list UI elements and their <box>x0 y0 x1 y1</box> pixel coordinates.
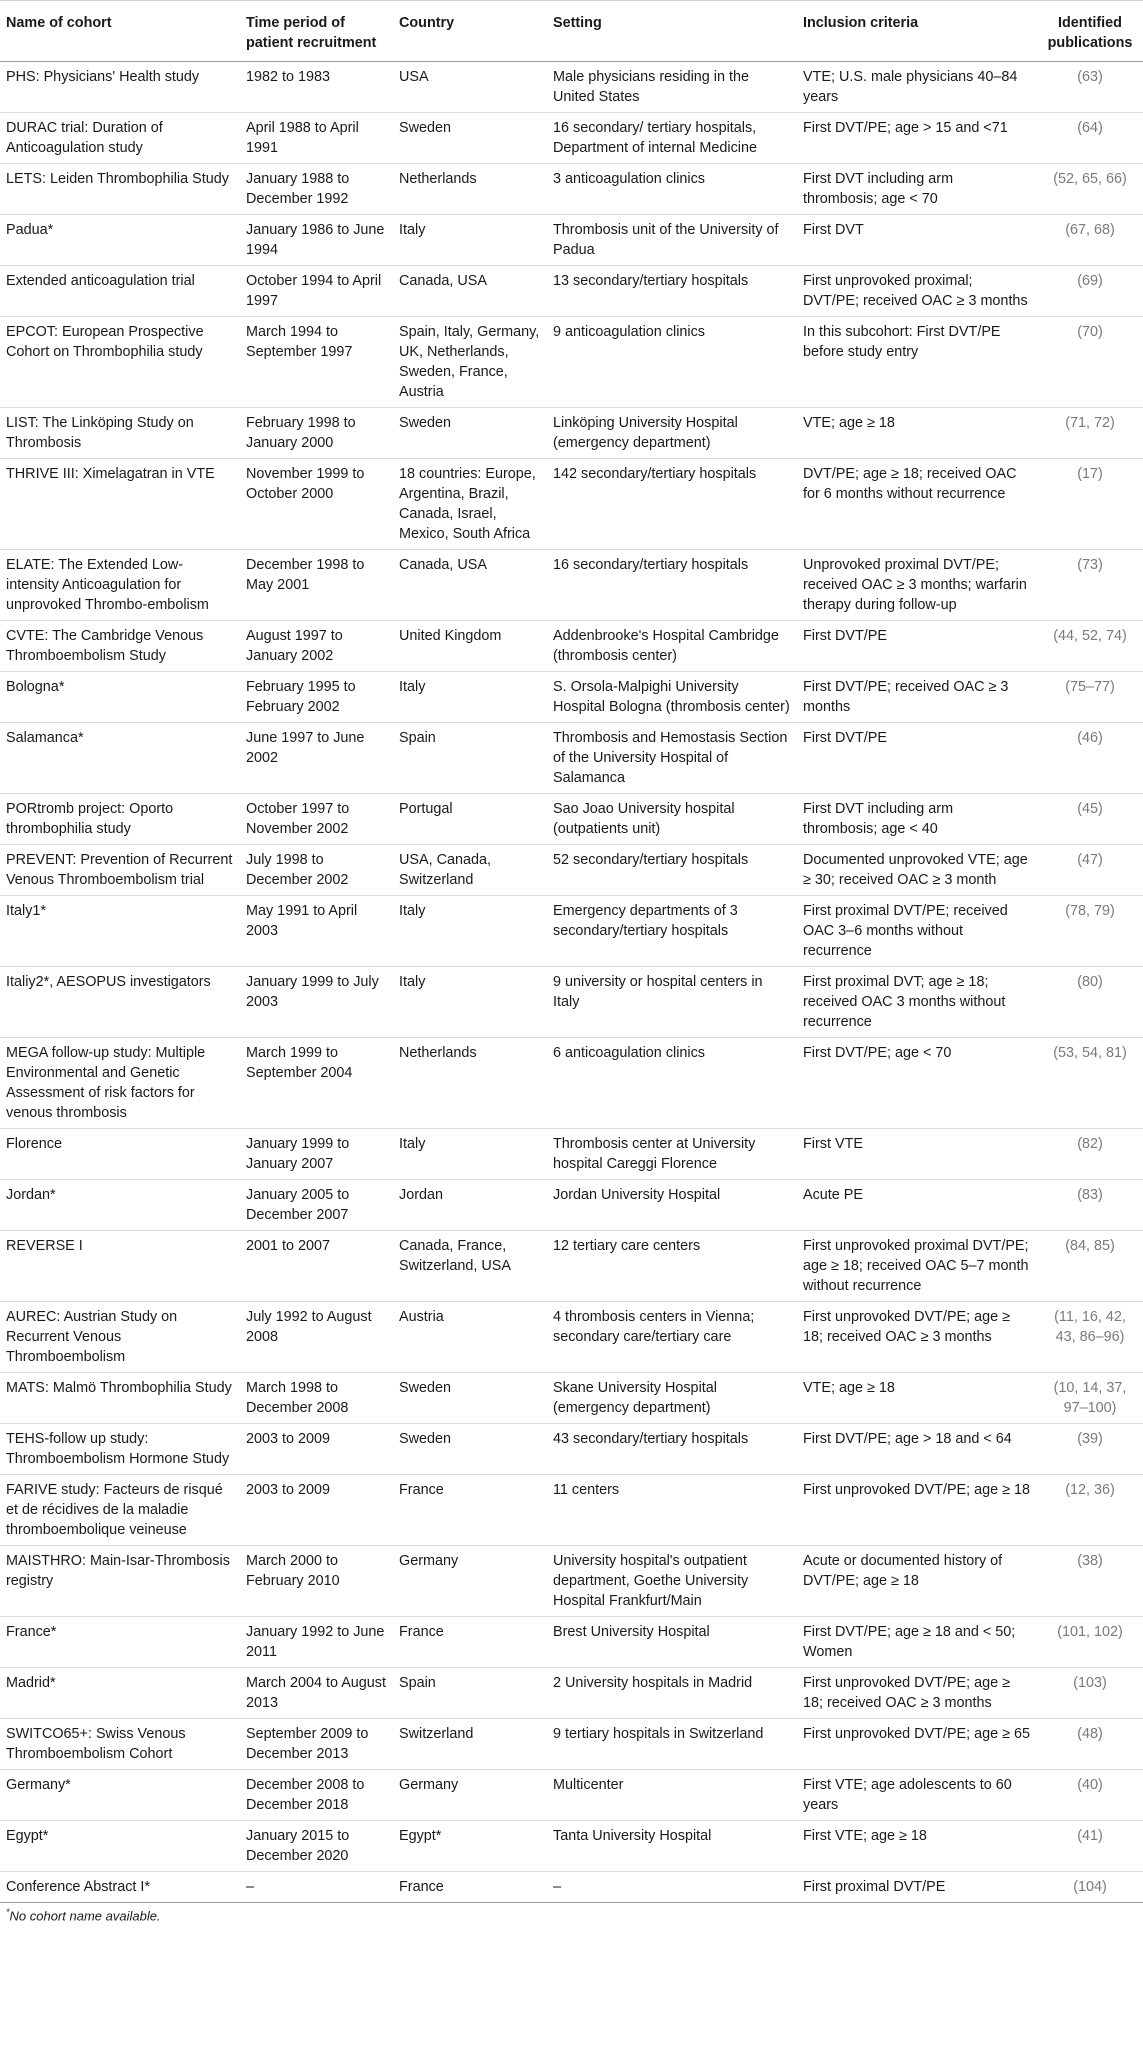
cell-identified-publications: (70) <box>1037 317 1143 408</box>
cell-identified-publications: (103) <box>1037 1668 1143 1719</box>
header-identified-publications: Identified publications <box>1037 1 1143 62</box>
cell-setting: 43 secondary/tertiary hospitals <box>547 1424 797 1475</box>
cell-name-of-cohort: Italiy2*, AESOPUS investigators <box>0 967 240 1038</box>
cell-setting: 9 university or hospital centers in Italy <box>547 967 797 1038</box>
cell-country: United Kingdom <box>393 621 547 672</box>
table-row <box>0 1038 1143 1129</box>
cell-country: Netherlands <box>393 164 547 215</box>
table-row <box>0 1872 1143 1903</box>
cell-identified-publications: (17) <box>1037 459 1143 550</box>
cell-setting: Male physicians residing in the United States <box>547 62 797 113</box>
table-row <box>0 550 1143 621</box>
cell-country: 18 countries: Europe, Argentina, Brazil, Canada, Israel, Mexico, South Africa <box>393 459 547 550</box>
table-row <box>0 1770 1143 1821</box>
table-row <box>0 1302 1143 1373</box>
cell-name-of-cohort: Jordan* <box>0 1180 240 1231</box>
cell-country: Spain, Italy, Germany, UK, Netherlands, Sweden, France, Austria <box>393 317 547 408</box>
cell-name-of-cohort: PHS: Physicians' Health study <box>0 62 240 113</box>
table-row <box>0 672 1143 723</box>
cell-country: Italy <box>393 215 547 266</box>
cell-inclusion-criteria: First unprovoked proximal; DVT/PE; received OAC ≥ 3 months <box>797 266 1037 317</box>
cell-inclusion-criteria: First VTE; age adolescents to 60 years <box>797 1770 1037 1821</box>
table-row <box>0 215 1143 266</box>
cell-name-of-cohort: Madrid* <box>0 1668 240 1719</box>
table-row <box>0 164 1143 215</box>
cell-name-of-cohort: LETS: Leiden Thrombophilia Study <box>0 164 240 215</box>
cell-time-period: March 2004 to August 2013 <box>240 1668 393 1719</box>
table-row <box>0 113 1143 164</box>
cell-inclusion-criteria: First unprovoked DVT/PE; age ≥ 65 <box>797 1719 1037 1770</box>
cell-time-period: January 1986 to June 1994 <box>240 215 393 266</box>
cell-country: Italy <box>393 1129 547 1180</box>
table-row <box>0 266 1143 317</box>
table-row <box>0 794 1143 845</box>
cell-time-period: February 1995 to February 2002 <box>240 672 393 723</box>
cell-country: Austria <box>393 1302 547 1373</box>
cell-inclusion-criteria: First proximal DVT/PE <box>797 1872 1037 1903</box>
cell-country: Italy <box>393 967 547 1038</box>
cell-name-of-cohort: REVERSE I <box>0 1231 240 1302</box>
cell-time-period: November 1999 to October 2000 <box>240 459 393 550</box>
cell-inclusion-criteria: First DVT/PE; age ≥ 18 and < 50; Women <box>797 1617 1037 1668</box>
cell-country: Jordan <box>393 1180 547 1231</box>
cell-setting: S. Orsola-Malpighi University Hospital Bologna (thrombosis center) <box>547 672 797 723</box>
cell-name-of-cohort: MAISTHRO: Main-Isar-Thrombosis registry <box>0 1546 240 1617</box>
cell-inclusion-criteria: First unprovoked DVT/PE; age ≥ 18; received OAC ≥ 3 months <box>797 1668 1037 1719</box>
footnote-marker: * <box>6 1907 10 1917</box>
cell-identified-publications: (83) <box>1037 1180 1143 1231</box>
cell-identified-publications: (71, 72) <box>1037 408 1143 459</box>
cell-setting: 13 secondary/tertiary hospitals <box>547 266 797 317</box>
cell-setting: 12 tertiary care centers <box>547 1231 797 1302</box>
cell-time-period: 1982 to 1983 <box>240 62 393 113</box>
cell-identified-publications: (75–77) <box>1037 672 1143 723</box>
table-row <box>0 1180 1143 1231</box>
cell-inclusion-criteria: First unprovoked proximal DVT/PE; age ≥ 18; received OAC 5–7 month without recurrence <box>797 1231 1037 1302</box>
cell-country: Egypt* <box>393 1821 547 1872</box>
cell-country: Netherlands <box>393 1038 547 1129</box>
cell-country: France <box>393 1617 547 1668</box>
cell-identified-publications: (38) <box>1037 1546 1143 1617</box>
cell-identified-publications: (67, 68) <box>1037 215 1143 266</box>
table-row <box>0 845 1143 896</box>
cell-inclusion-criteria: In this subcohort: First DVT/PE before study entry <box>797 317 1037 408</box>
cell-identified-publications: (53, 54, 81) <box>1037 1038 1143 1129</box>
cell-name-of-cohort: Conference Abstract I* <box>0 1872 240 1903</box>
cell-inclusion-criteria: Acute PE <box>797 1180 1037 1231</box>
cell-setting: 6 anticoagulation clinics <box>547 1038 797 1129</box>
table-row <box>0 1821 1143 1872</box>
cell-name-of-cohort: MEGA follow-up study: Multiple Environmental and Genetic Assessment of risk factors for venous thrombosis <box>0 1038 240 1129</box>
cell-identified-publications: (44, 52, 74) <box>1037 621 1143 672</box>
cell-time-period: October 1997 to November 2002 <box>240 794 393 845</box>
cell-name-of-cohort: Florence <box>0 1129 240 1180</box>
cell-setting: 11 centers <box>547 1475 797 1546</box>
cell-country: Germany <box>393 1546 547 1617</box>
table-row <box>0 1373 1143 1424</box>
cell-identified-publications: (10, 14, 37, 97–100) <box>1037 1373 1143 1424</box>
cell-name-of-cohort: AUREC: Austrian Study on Recurrent Venous Thromboembolism <box>0 1302 240 1373</box>
cell-inclusion-criteria: First DVT/PE; age > 18 and < 64 <box>797 1424 1037 1475</box>
table-row <box>0 1424 1143 1475</box>
table-row <box>0 1231 1143 1302</box>
cell-inclusion-criteria: Acute or documented history of DVT/PE; age ≥ 18 <box>797 1546 1037 1617</box>
cell-identified-publications: (41) <box>1037 1821 1143 1872</box>
cell-setting: – <box>547 1872 797 1903</box>
cell-inclusion-criteria: First proximal DVT; age ≥ 18; received OAC 3 months without recurrence <box>797 967 1037 1038</box>
cell-time-period: March 1999 to September 2004 <box>240 1038 393 1129</box>
cell-country: Spain <box>393 723 547 794</box>
cell-name-of-cohort: TEHS-follow up study: Thromboembolism Hormone Study <box>0 1424 240 1475</box>
cell-country: France <box>393 1872 547 1903</box>
cell-identified-publications: (52, 65, 66) <box>1037 164 1143 215</box>
cell-setting: 52 secondary/tertiary hospitals <box>547 845 797 896</box>
cell-country: Sweden <box>393 1424 547 1475</box>
table-row <box>0 1719 1143 1770</box>
table-row <box>0 621 1143 672</box>
table-row <box>0 459 1143 550</box>
cell-name-of-cohort: FARIVE study: Facteurs de risqué et de récidives de la maladie thromboembolique veineuse <box>0 1475 240 1546</box>
cell-identified-publications: (78, 79) <box>1037 896 1143 967</box>
cell-time-period: February 1998 to January 2000 <box>240 408 393 459</box>
cell-time-period: March 1998 to December 2008 <box>240 1373 393 1424</box>
cell-time-period: January 1999 to July 2003 <box>240 967 393 1038</box>
cell-country: Canada, USA <box>393 550 547 621</box>
cell-setting: Skane University Hospital (emergency department) <box>547 1373 797 1424</box>
cell-name-of-cohort: Italy1* <box>0 896 240 967</box>
cell-country: USA, Canada, Switzerland <box>393 845 547 896</box>
cell-name-of-cohort: PORtromb project: Oporto thrombophilia study <box>0 794 240 845</box>
table-row <box>0 896 1143 967</box>
header-time-period: Time period of patient recruitment <box>240 1 393 62</box>
cell-time-period: 2003 to 2009 <box>240 1475 393 1546</box>
cell-setting: Sao Joao University hospital (outpatients unit) <box>547 794 797 845</box>
header-inclusion-criteria: Inclusion criteria <box>797 1 1037 62</box>
cell-identified-publications: (64) <box>1037 113 1143 164</box>
cell-inclusion-criteria: First DVT/PE; age > 15 and <71 <box>797 113 1037 164</box>
cell-identified-publications: (82) <box>1037 1129 1143 1180</box>
cell-name-of-cohort: EPCOT: European Prospective Cohort on Thrombophilia study <box>0 317 240 408</box>
cell-country: Canada, USA <box>393 266 547 317</box>
cell-setting: 9 anticoagulation clinics <box>547 317 797 408</box>
cell-inclusion-criteria: Documented unprovoked VTE; age ≥ 30; received OAC ≥ 3 month <box>797 845 1037 896</box>
cell-time-period: January 1988 to December 1992 <box>240 164 393 215</box>
header-setting: Setting <box>547 1 797 62</box>
cell-time-period: January 2015 to December 2020 <box>240 1821 393 1872</box>
cell-name-of-cohort: Extended anticoagulation trial <box>0 266 240 317</box>
cell-inclusion-criteria: VTE; age ≥ 18 <box>797 1373 1037 1424</box>
table-row <box>0 62 1143 113</box>
cell-time-period: December 2008 to December 2018 <box>240 1770 393 1821</box>
cell-name-of-cohort: Germany* <box>0 1770 240 1821</box>
cell-time-period: October 1994 to April 1997 <box>240 266 393 317</box>
table-row <box>0 1546 1143 1617</box>
cell-identified-publications: (46) <box>1037 723 1143 794</box>
cell-setting: Thrombosis center at University hospital Careggi Florence <box>547 1129 797 1180</box>
cell-name-of-cohort: CVTE: The Cambridge Venous Thromboembolism Study <box>0 621 240 672</box>
cell-identified-publications: (101, 102) <box>1037 1617 1143 1668</box>
cell-country: Italy <box>393 896 547 967</box>
cell-inclusion-criteria: First DVT <box>797 215 1037 266</box>
cell-name-of-cohort: Bologna* <box>0 672 240 723</box>
cell-time-period: – <box>240 1872 393 1903</box>
cell-identified-publications: (80) <box>1037 967 1143 1038</box>
cell-setting: 2 University hospitals in Madrid <box>547 1668 797 1719</box>
cell-identified-publications: (11, 16, 42, 43, 86–96) <box>1037 1302 1143 1373</box>
cell-setting: Thrombosis unit of the University of Padua <box>547 215 797 266</box>
cell-name-of-cohort: Egypt* <box>0 1821 240 1872</box>
cell-time-period: January 2005 to December 2007 <box>240 1180 393 1231</box>
table-row <box>0 1475 1143 1546</box>
table-row <box>0 1668 1143 1719</box>
cell-inclusion-criteria: First DVT/PE; received OAC ≥ 3 months <box>797 672 1037 723</box>
cell-inclusion-criteria: First unprovoked DVT/PE; age ≥ 18; received OAC ≥ 3 months <box>797 1302 1037 1373</box>
cell-country: Sweden <box>393 408 547 459</box>
cell-country: USA <box>393 62 547 113</box>
cell-setting: University hospital's outpatient department, Goethe University Hospital Frankfurt/Main <box>547 1546 797 1617</box>
cell-name-of-cohort: LIST: The Linköping Study on Thrombosis <box>0 408 240 459</box>
cell-setting: 142 secondary/tertiary hospitals <box>547 459 797 550</box>
cell-inclusion-criteria: First VTE <box>797 1129 1037 1180</box>
table-body <box>0 62 1143 1903</box>
cell-setting: 9 tertiary hospitals in Switzerland <box>547 1719 797 1770</box>
table-row <box>0 1617 1143 1668</box>
cell-name-of-cohort: THRIVE III: Ximelagatran in VTE <box>0 459 240 550</box>
cell-name-of-cohort: France* <box>0 1617 240 1668</box>
footnote <box>0 1903 1143 1927</box>
cell-setting: Tanta University Hospital <box>547 1821 797 1872</box>
header-row <box>0 1 1143 62</box>
cell-setting: Emergency departments of 3 secondary/tertiary hospitals <box>547 896 797 967</box>
cell-country: Sweden <box>393 1373 547 1424</box>
cell-time-period: December 1998 to May 2001 <box>240 550 393 621</box>
cell-inclusion-criteria: First DVT/PE <box>797 621 1037 672</box>
cell-identified-publications: (45) <box>1037 794 1143 845</box>
cell-setting: 16 secondary/ tertiary hospitals, Department of internal Medicine <box>547 113 797 164</box>
cell-setting: Brest University Hospital <box>547 1617 797 1668</box>
cell-time-period: May 1991 to April 2003 <box>240 896 393 967</box>
cell-inclusion-criteria: VTE; U.S. male physicians 40–84 years <box>797 62 1037 113</box>
cell-setting: Multicenter <box>547 1770 797 1821</box>
cell-setting: Addenbrooke's Hospital Cambridge (thrombosis center) <box>547 621 797 672</box>
cell-inclusion-criteria: First DVT including arm thrombosis; age < 70 <box>797 164 1037 215</box>
cell-time-period: March 1994 to September 1997 <box>240 317 393 408</box>
cell-time-period: April 1988 to April 1991 <box>240 113 393 164</box>
table-row <box>0 1129 1143 1180</box>
cell-identified-publications: (39) <box>1037 1424 1143 1475</box>
footnote-text: No cohort name available. <box>9 1908 161 1924</box>
cell-country: Italy <box>393 672 547 723</box>
cell-time-period: 2003 to 2009 <box>240 1424 393 1475</box>
cell-name-of-cohort: Padua* <box>0 215 240 266</box>
cell-inclusion-criteria: First proximal DVT/PE; received OAC 3–6 months without recurrence <box>797 896 1037 967</box>
cell-inclusion-criteria: First DVT/PE <box>797 723 1037 794</box>
table-row <box>0 408 1143 459</box>
table-row <box>0 967 1143 1038</box>
cell-country: Switzerland <box>393 1719 547 1770</box>
cell-time-period: March 2000 to February 2010 <box>240 1546 393 1617</box>
cell-setting: 3 anticoagulation clinics <box>547 164 797 215</box>
cell-name-of-cohort: DURAC trial: Duration of Anticoagulation study <box>0 113 240 164</box>
cell-inclusion-criteria: DVT/PE; age ≥ 18; received OAC for 6 months without recurrence <box>797 459 1037 550</box>
cell-time-period: July 1998 to December 2002 <box>240 845 393 896</box>
cell-identified-publications: (63) <box>1037 62 1143 113</box>
header-country: Country <box>393 1 547 62</box>
cell-setting: 16 secondary/tertiary hospitals <box>547 550 797 621</box>
cell-time-period: June 1997 to June 2002 <box>240 723 393 794</box>
cell-name-of-cohort: Salamanca* <box>0 723 240 794</box>
cell-inclusion-criteria: Unprovoked proximal DVT/PE; received OAC ≥ 3 months; warfarin therapy during follow-up <box>797 550 1037 621</box>
cell-country: Portugal <box>393 794 547 845</box>
cell-country: Sweden <box>393 113 547 164</box>
cell-identified-publications: (48) <box>1037 1719 1143 1770</box>
cell-setting: Linköping University Hospital (emergency department) <box>547 408 797 459</box>
table-row <box>0 317 1143 408</box>
cell-identified-publications: (104) <box>1037 1872 1143 1903</box>
cell-identified-publications: (47) <box>1037 845 1143 896</box>
cell-name-of-cohort: ELATE: The Extended Low-intensity Anticoagulation for unprovoked Thrombo-embolism <box>0 550 240 621</box>
cell-inclusion-criteria: First unprovoked DVT/PE; age ≥ 18 <box>797 1475 1037 1546</box>
cell-time-period: September 2009 to December 2013 <box>240 1719 393 1770</box>
cell-inclusion-criteria: First DVT/PE; age < 70 <box>797 1038 1037 1129</box>
cell-identified-publications: (40) <box>1037 1770 1143 1821</box>
cell-setting: Thrombosis and Hemostasis Section of the University Hospital of Salamanca <box>547 723 797 794</box>
cell-country: France <box>393 1475 547 1546</box>
header-name-of-cohort: Name of cohort <box>0 1 240 62</box>
cell-country: Spain <box>393 1668 547 1719</box>
cell-name-of-cohort: PREVENT: Prevention of Recurrent Venous Thromboembolism trial <box>0 845 240 896</box>
cell-identified-publications: (69) <box>1037 266 1143 317</box>
cell-time-period: January 1992 to June 2011 <box>240 1617 393 1668</box>
cell-identified-publications: (84, 85) <box>1037 1231 1143 1302</box>
cell-country: Canada, France, Switzerland, USA <box>393 1231 547 1302</box>
cell-time-period: 2001 to 2007 <box>240 1231 393 1302</box>
table-header <box>0 1 1143 62</box>
cell-identified-publications: (73) <box>1037 550 1143 621</box>
cell-country: Germany <box>393 1770 547 1821</box>
cell-time-period: August 1997 to January 2002 <box>240 621 393 672</box>
cell-inclusion-criteria: First VTE; age ≥ 18 <box>797 1821 1037 1872</box>
cell-time-period: July 1992 to August 2008 <box>240 1302 393 1373</box>
cell-name-of-cohort: SWITCO65+: Swiss Venous Thromboembolism Cohort <box>0 1719 240 1770</box>
cell-setting: Jordan University Hospital <box>547 1180 797 1231</box>
table-row <box>0 723 1143 794</box>
cell-time-period: January 1999 to January 2007 <box>240 1129 393 1180</box>
cell-inclusion-criteria: First DVT including arm thrombosis; age < 40 <box>797 794 1037 845</box>
cell-inclusion-criteria: VTE; age ≥ 18 <box>797 408 1037 459</box>
cell-setting: 4 thrombosis centers in Vienna; secondary care/tertiary care <box>547 1302 797 1373</box>
cell-name-of-cohort: MATS: Malmö Thrombophilia Study <box>0 1373 240 1424</box>
cell-identified-publications: (12, 36) <box>1037 1475 1143 1546</box>
